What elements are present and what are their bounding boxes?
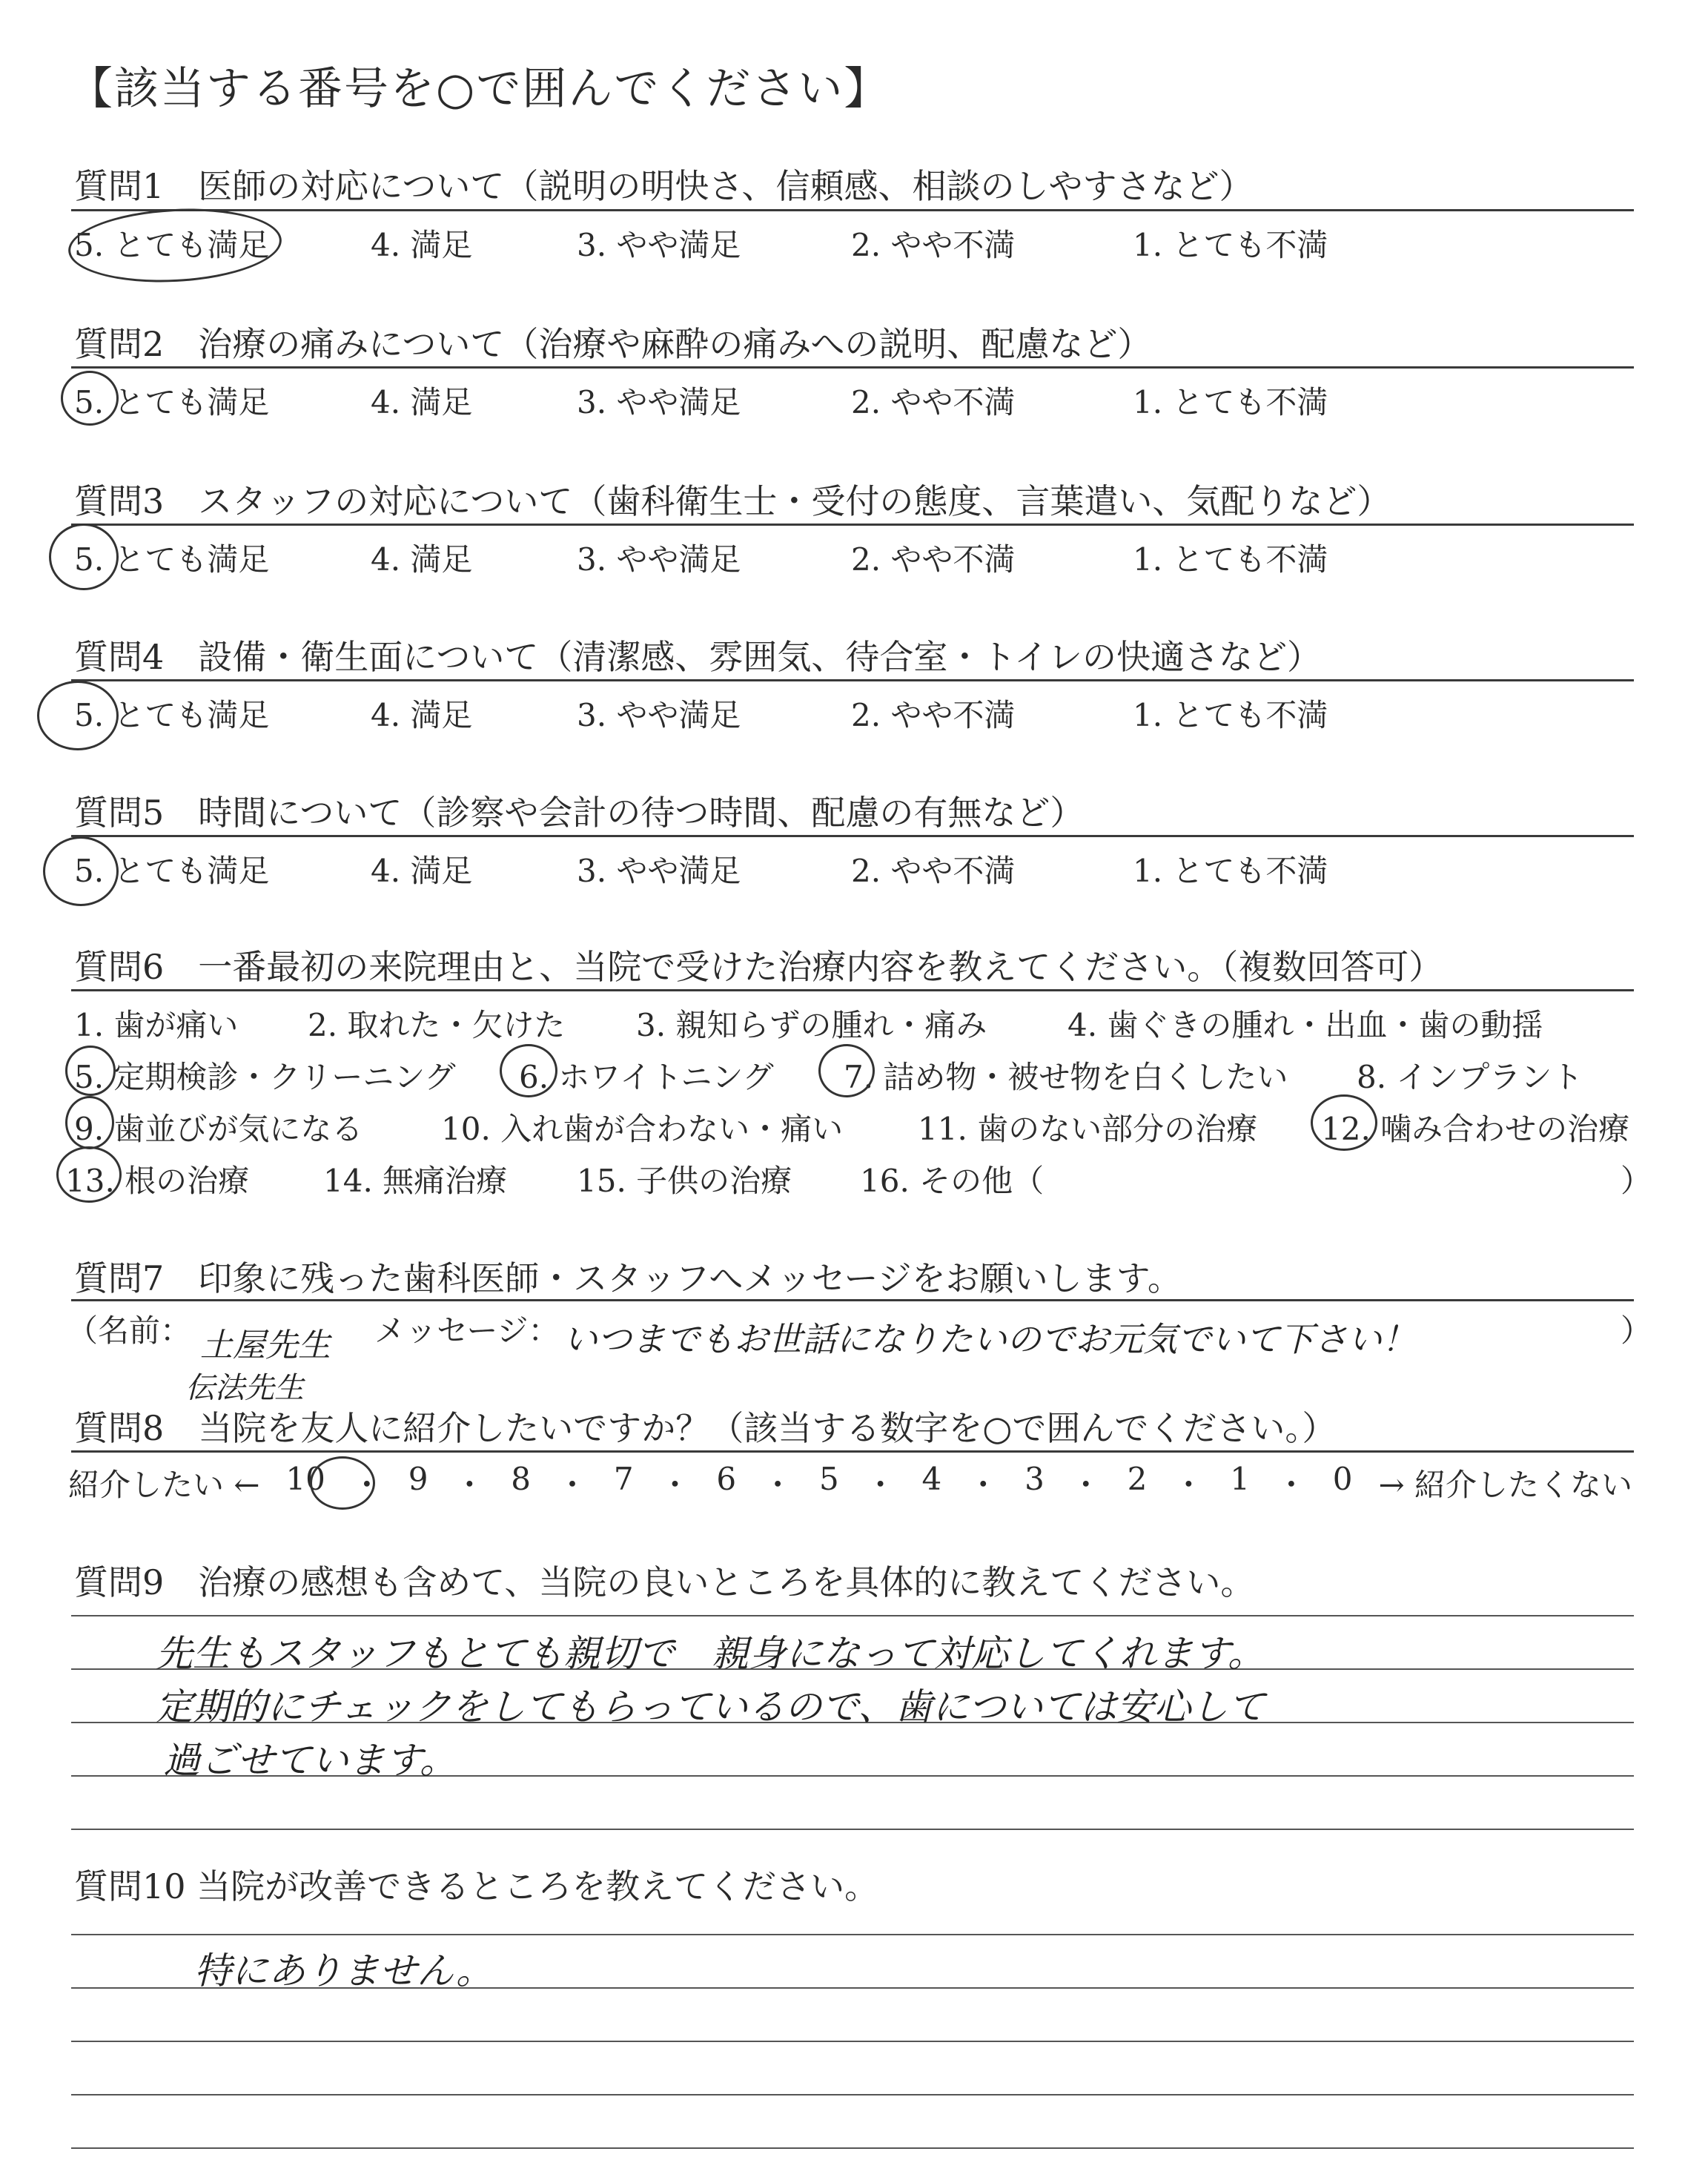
q6-option-3[interactable]: 3. 親知らずの腫れ・痛み xyxy=(636,1007,987,1043)
q8-left-label: 紹介したい ← xyxy=(68,1467,260,1503)
question-2: 質問2 治療の痛みについて（治療や麻酔の痛みへの説明、配慮など） xyxy=(74,324,1152,364)
q6-circle-5 xyxy=(65,1046,116,1096)
q8-separator: ・ xyxy=(1275,1467,1307,1503)
q6-circle-9 xyxy=(65,1096,114,1149)
q6-option-16[interactable]: 16. その他（ xyxy=(860,1163,1045,1199)
q6-option-11[interactable]: 11. 歯のない部分の治療 xyxy=(918,1111,1258,1147)
q6-option-5[interactable]: 5. 定期検診・クリーニング xyxy=(74,1059,456,1095)
q6-option-4[interactable]: 4. 歯ぐきの腫れ・出血・歯の動揺 xyxy=(1068,1007,1543,1043)
divider xyxy=(71,1299,1634,1301)
q8-separator: ・ xyxy=(1070,1467,1102,1503)
divider xyxy=(71,679,1634,681)
q10-handwritten-answer: 特にありません。 xyxy=(194,1949,493,1992)
answer-line xyxy=(71,1829,1634,1830)
q3-option-2[interactable]: 2. やや不満 xyxy=(851,541,1016,578)
q4-option-1[interactable]: 1. とても不満 xyxy=(1133,697,1328,733)
q8-value-6[interactable]: 6 xyxy=(716,1461,737,1497)
q6-option-7[interactable]: 7. 詰め物・被せ物を白くしたい xyxy=(844,1059,1288,1095)
q8-separator: ・ xyxy=(351,1467,383,1503)
question-3: 質問3 スタッフの対応について（歯科衛生士・受付の態度、言葉遣い、気配りなど） xyxy=(74,481,1391,521)
q3-answer-circle xyxy=(49,524,119,590)
q7-handwritten-message: いつまでもお世話になりたいのでお元気でいて下さい！ xyxy=(563,1319,1416,1359)
q3-option-4[interactable]: 4. 満足 xyxy=(371,541,473,578)
divider xyxy=(71,209,1634,211)
q8-separator: ・ xyxy=(556,1467,588,1503)
q3-option-3[interactable]: 3. やや満足 xyxy=(577,541,741,578)
q7-handwritten-name-2: 伝法先生 xyxy=(185,1371,304,1405)
q2-answer-circle xyxy=(61,371,119,426)
q8-answer-circle xyxy=(310,1456,375,1510)
q4-option-5[interactable]: 5. とても満足 xyxy=(74,697,270,733)
q8-value-2[interactable]: 2 xyxy=(1127,1461,1148,1497)
q9-handwritten-line-1: 先生もスタッフもとても親切で 親身になって対応してくれます。 xyxy=(156,1632,1265,1675)
q8-value-0[interactable]: 0 xyxy=(1332,1461,1353,1497)
q8-value-7[interactable]: 7 xyxy=(613,1461,634,1497)
q1-answer-circle xyxy=(67,204,284,288)
question-8: 質問8 当院を友人に紹介したいですか？（該当する数字を○で囲んでください。） xyxy=(74,1408,1337,1448)
q6-option-12[interactable]: 12. 噛み合わせの治療 xyxy=(1321,1111,1630,1147)
q6-circle-7 xyxy=(818,1044,875,1097)
q8-separator: ・ xyxy=(864,1467,896,1503)
answer-line xyxy=(71,2147,1634,2149)
q4-option-4[interactable]: 4. 満足 xyxy=(371,697,473,733)
q8-right-label: → 紹介したくない xyxy=(1378,1467,1632,1503)
q6-option-15[interactable]: 15. 子供の治療 xyxy=(577,1163,792,1199)
q2-option-4[interactable]: 4. 満足 xyxy=(371,384,473,420)
q5-option-4[interactable]: 4. 満足 xyxy=(371,853,473,889)
q6-other-close: ） xyxy=(1621,1163,1652,1199)
q1-option-3[interactable]: 3. やや満足 xyxy=(577,227,741,263)
q5-option-5[interactable]: 5. とても満足 xyxy=(74,853,270,889)
q6-circle-6 xyxy=(500,1044,557,1097)
divider xyxy=(71,835,1634,837)
q1-option-1[interactable]: 1. とても不満 xyxy=(1133,227,1328,263)
answer-line xyxy=(71,1934,1634,1935)
q8-value-3[interactable]: 3 xyxy=(1025,1461,1045,1497)
q7-message-label: メッセージ： xyxy=(374,1312,560,1349)
q5-answer-circle xyxy=(43,836,119,906)
question-9: 質問9 治療の感想も含めて、当院の良いところを具体的に教えてください。 xyxy=(74,1562,1255,1602)
q6-option-8[interactable]: 8. インプラント xyxy=(1357,1059,1583,1095)
q6-circle-13 xyxy=(56,1146,122,1203)
q7-close: ） xyxy=(1621,1312,1652,1349)
q7-handwritten-name-1: 土屋先生 xyxy=(200,1327,331,1364)
q6-circle-12 xyxy=(1311,1094,1377,1151)
q6-option-14[interactable]: 14. 無痛治療 xyxy=(323,1163,508,1199)
page-title: 【該当する番号を○で囲んでください】 xyxy=(68,63,890,115)
q9-handwritten-line-3: 過ごせています。 xyxy=(163,1739,457,1782)
answer-line xyxy=(71,1615,1634,1616)
q8-value-1[interactable]: 1 xyxy=(1230,1461,1250,1497)
q3-option-5[interactable]: 5. とても満足 xyxy=(74,541,270,578)
q8-separator: ・ xyxy=(454,1467,486,1503)
q5-option-1[interactable]: 1. とても不満 xyxy=(1133,853,1328,889)
q3-option-1[interactable]: 1. とても不満 xyxy=(1133,541,1328,578)
question-6: 質問6 一番最初の来院理由と、当院で受けた治療内容を教えてください。（複数回答可） xyxy=(74,947,1443,987)
question-4: 質問4 設備・衛生面について（清潔感、雰囲気、待合室・トイレの快適さなど） xyxy=(74,637,1322,677)
q8-separator: ・ xyxy=(1173,1467,1205,1503)
q4-option-2[interactable]: 2. やや不満 xyxy=(851,697,1016,733)
q8-value-9[interactable]: 9 xyxy=(408,1461,428,1497)
question-1: 質問1 医師の対応について（説明の明快さ、信頼感、相談のしやすさなど） xyxy=(74,166,1254,206)
q9-handwritten-line-2: 定期的にチェックをしてもらっているので、歯については安心して xyxy=(156,1685,1265,1728)
q8-scale xyxy=(68,1461,1632,1505)
q8-value-4[interactable]: 4 xyxy=(921,1461,942,1497)
q6-option-9[interactable]: 9. 歯並びが気になる xyxy=(74,1111,363,1147)
q2-option-3[interactable]: 3. やや満足 xyxy=(577,384,741,420)
answer-line xyxy=(71,2041,1634,2042)
question-5: 質問5 時間について（診察や会計の待つ時間、配慮の有無など） xyxy=(74,793,1085,833)
q5-option-3[interactable]: 3. やや満足 xyxy=(577,853,741,889)
q6-option-6[interactable]: 6. ホワイトニング xyxy=(519,1059,774,1095)
q2-option-5[interactable]: 5. とても満足 xyxy=(74,384,270,420)
q2-option-2[interactable]: 2. やや不満 xyxy=(851,384,1016,420)
q4-answer-circle xyxy=(37,681,119,750)
q8-value-10[interactable]: 10 xyxy=(285,1461,325,1497)
divider xyxy=(71,1450,1634,1453)
q1-option-4[interactable]: 4. 満足 xyxy=(371,227,473,263)
q8-separator: ・ xyxy=(967,1467,999,1503)
q6-option-13[interactable]: 13. 根の治療 xyxy=(65,1163,250,1199)
divider xyxy=(71,366,1634,369)
q4-option-3[interactable]: 3. やや満足 xyxy=(577,697,741,733)
q7-name-label: （名前： xyxy=(67,1312,192,1349)
q8-value-5[interactable]: 5 xyxy=(818,1461,839,1497)
q8-separator: ・ xyxy=(659,1467,691,1503)
q6-option-1[interactable]: 1. 歯が痛い xyxy=(74,1007,239,1043)
q1-option-5[interactable]: 5. とても満足 xyxy=(74,227,270,263)
q8-value-8[interactable]: 8 xyxy=(511,1461,532,1497)
q1-option-2[interactable]: 2. やや不満 xyxy=(851,227,1016,263)
q8-separator: ・ xyxy=(762,1467,794,1503)
divider xyxy=(71,989,1634,991)
q2-option-1[interactable]: 1. とても不満 xyxy=(1133,384,1328,420)
q6-option-2[interactable]: 2. 取れた・欠けた xyxy=(308,1007,566,1043)
question-10: 質問10 当院が改善できるところを教えてください。 xyxy=(74,1866,879,1906)
question-7: 質問7 印象に残った歯科医師・スタッフへメッセージをお願いします。 xyxy=(74,1258,1182,1298)
q6-option-10[interactable]: 10. 入れ歯が合わない・痛い xyxy=(441,1111,844,1147)
divider xyxy=(71,524,1634,526)
q5-option-2[interactable]: 2. やや不満 xyxy=(851,853,1016,889)
answer-line xyxy=(71,2094,1634,2095)
